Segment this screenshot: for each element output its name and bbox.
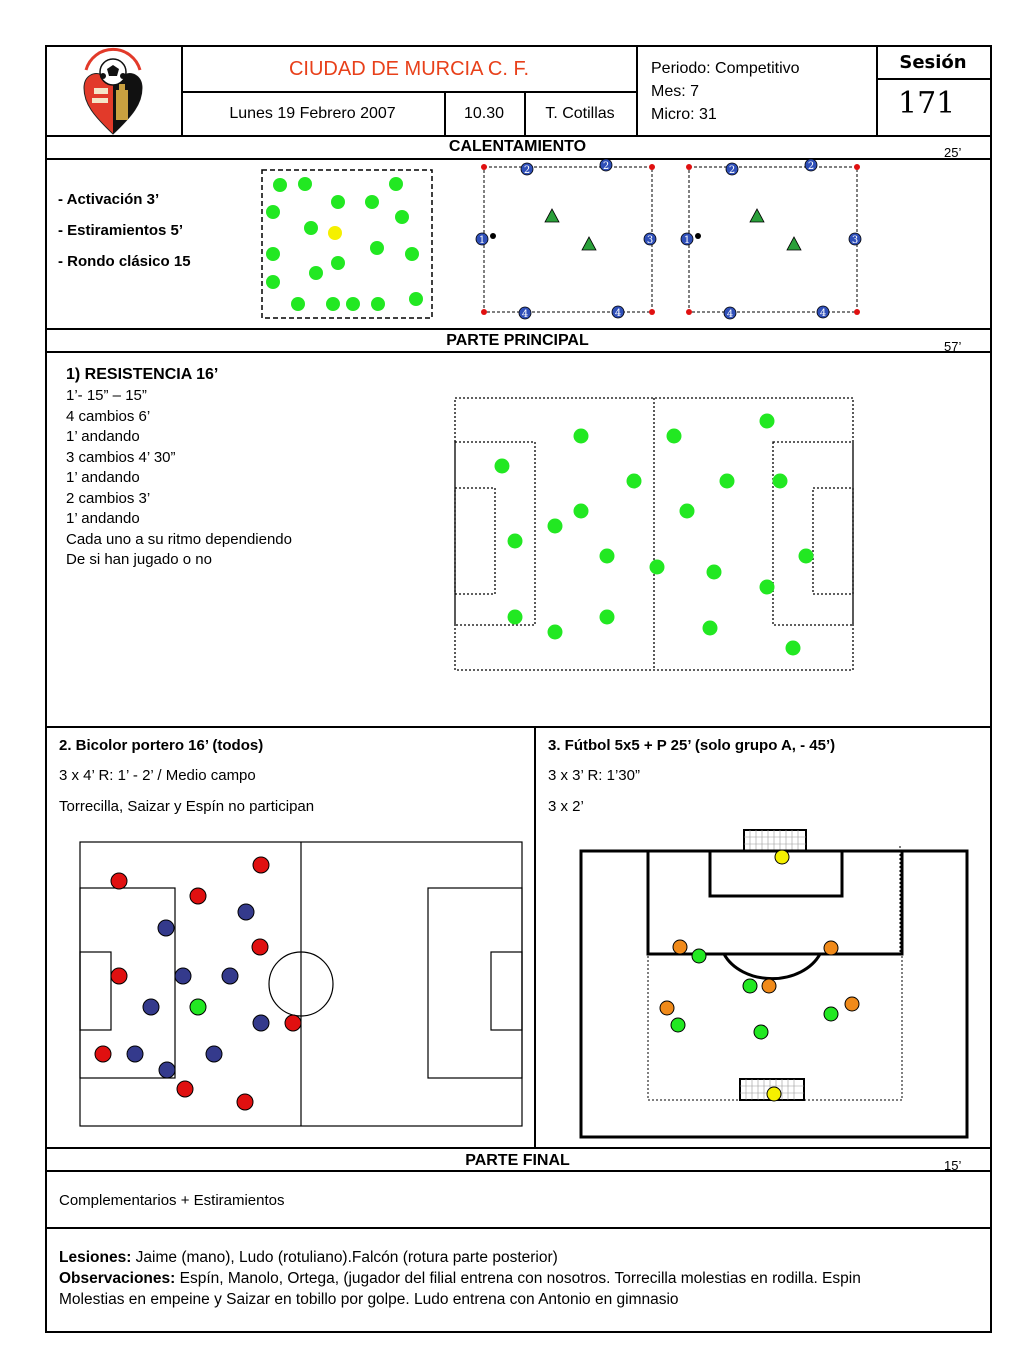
- main-time: 57’: [944, 339, 962, 354]
- rondo-label: 2: [602, 161, 610, 172]
- coach-name: T. Cotillas: [545, 105, 615, 122]
- note-line: 4 cambios 6’: [66, 407, 151, 425]
- resistance-pitch: [450, 392, 860, 676]
- divider: [181, 91, 637, 93]
- rondo-label: 4: [819, 308, 827, 319]
- bicolor-pitch: [78, 840, 526, 1130]
- divider: [45, 328, 990, 330]
- note-line: 3 cambios 4’ 30”: [66, 448, 176, 466]
- observations-text: Espín, Manolo, Ortega, (jugador del filial entrena con nosotros. Torrecilla molestias en rodilla. Espin: [175, 1270, 861, 1287]
- divider: [45, 351, 990, 353]
- divider: [876, 78, 990, 80]
- warmup-item: - Rondo clásico 15: [58, 253, 191, 270]
- note-line: 1’ andando: [66, 428, 140, 445]
- rondo-label: 4: [614, 308, 622, 319]
- warmup-item: - Estiramientos 5’: [58, 222, 184, 239]
- warmup-time: 25’: [944, 145, 962, 160]
- divider: [534, 726, 536, 1148]
- exercise-3-line: 3 x 2’: [548, 798, 584, 815]
- main-title: PARTE PRINCIPAL: [446, 332, 589, 349]
- final-text: Complementarios + Estiramientos: [59, 1192, 285, 1209]
- club-logo: [80, 50, 146, 136]
- divider: [45, 1170, 990, 1172]
- rondo-label: 4: [726, 309, 734, 320]
- divider: [45, 1147, 990, 1149]
- rondo-diagram-2: [677, 158, 867, 326]
- rondo-label: 2: [523, 165, 531, 176]
- exercise-2-line: 3 x 4’ R: 1’ - 2’ / Medio campo: [59, 767, 256, 784]
- club-name: CIUDAD DE MURCIA C. F.: [288, 58, 530, 80]
- injuries-line: [59, 1249, 558, 1267]
- note-line: Cada uno a su ritmo dependiendo: [66, 530, 292, 548]
- warmup-title: CALENTAMIENTO: [448, 138, 587, 155]
- periodo-label: Periodo: Competitivo: [651, 60, 800, 77]
- divider: [45, 1227, 990, 1229]
- rondo-label: 1: [683, 235, 691, 246]
- session-time: 10.30: [463, 105, 505, 122]
- exercise-3-line: 3 x 3’ R: 1’30”: [548, 767, 640, 784]
- rondo-label: 1: [478, 235, 486, 246]
- exercise-1-notes: [66, 386, 292, 571]
- note-line: 1’- 15” – 15”: [66, 387, 147, 404]
- rondo-label: 3: [646, 235, 654, 246]
- rondo-label: 2: [728, 165, 736, 176]
- note-line: 1’ andando: [66, 469, 140, 486]
- divider: [45, 726, 990, 728]
- exercise-1-title: 1) RESISTENCIA 16’: [66, 366, 219, 383]
- note-line: De si han jugado o no: [66, 551, 212, 568]
- sesion-number: 171: [898, 86, 956, 121]
- session-date: Lunes 19 Febrero 2007: [229, 105, 396, 122]
- rondo-label: 3: [851, 235, 859, 246]
- micro-label: Micro: 31: [651, 106, 717, 123]
- rondo-label: 4: [521, 309, 529, 320]
- activation-diagram: [256, 168, 436, 322]
- observations-line-2: Molestias en empeine y Saizar en tobillo por golpe. Ludo entrena con Antonio en gimnasio: [59, 1291, 679, 1308]
- exercise-2-line: Torrecilla, Saizar y Espín no participan: [59, 798, 315, 815]
- mes-label: Mes: 7: [651, 83, 700, 100]
- observations-label: Observaciones:: [59, 1270, 176, 1287]
- observations-line: [59, 1270, 861, 1288]
- futbol-5x5-pitch: [578, 826, 972, 1142]
- exercise-2-title: 2. Bicolor portero 16’ (todos): [59, 737, 264, 754]
- sesion-label: Sesión: [899, 52, 967, 73]
- rondo-diagram-1: [472, 158, 662, 326]
- note-line: 2 cambios 3’: [66, 489, 151, 507]
- divider: [45, 135, 990, 137]
- exercise-3-title: 3. Fútbol 5x5 + P 25’ (solo grupo A, - 45’): [548, 737, 836, 754]
- injuries-label: Lesiones:: [59, 1249, 132, 1266]
- rondo-label: 2: [807, 161, 815, 172]
- final-title: PARTE FINAL: [465, 1152, 570, 1169]
- injuries-text: Jaime (mano), Ludo (rotuliano).Falcón (rotura parte posterior): [131, 1249, 558, 1266]
- warmup-item: - Activación 3’: [58, 191, 160, 208]
- final-time: 15’: [944, 1158, 962, 1173]
- note-line: 1’ andando: [66, 510, 140, 527]
